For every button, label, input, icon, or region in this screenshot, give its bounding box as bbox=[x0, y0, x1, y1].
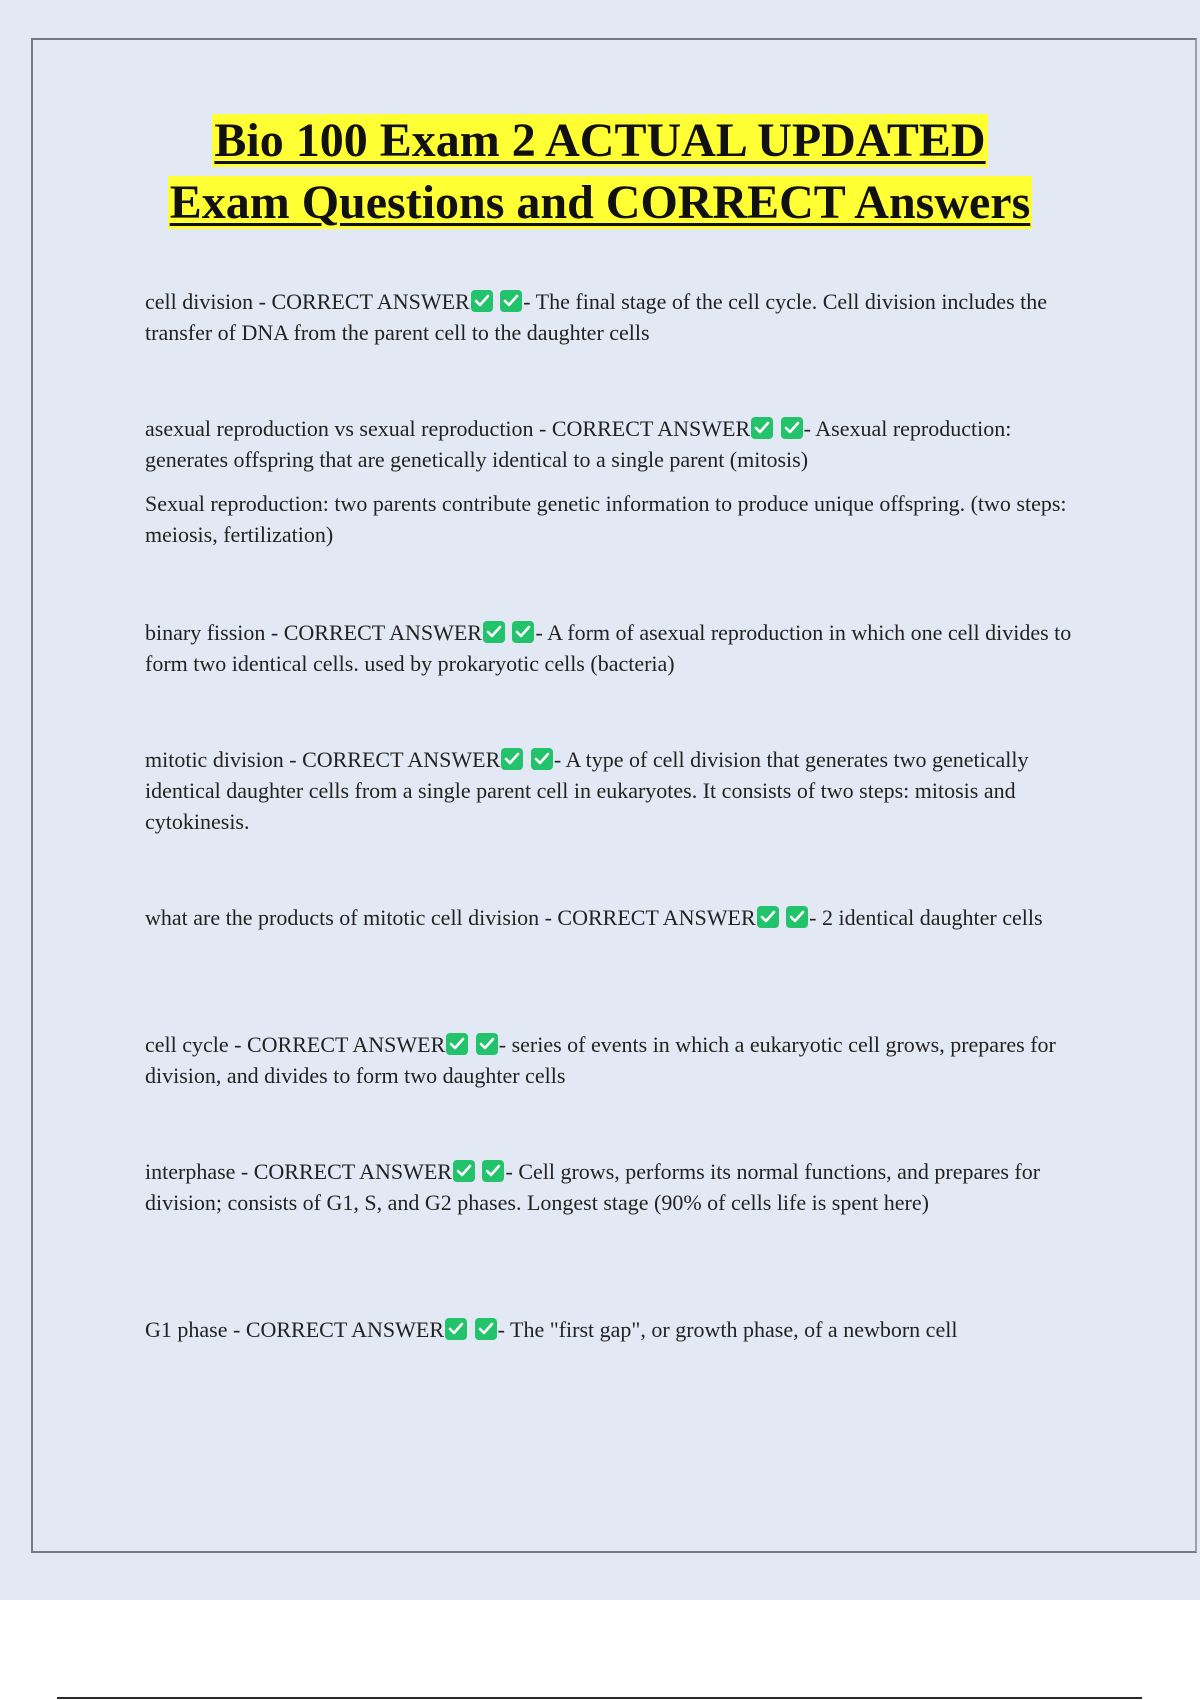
qa-marker: CORRECT ANSWER bbox=[283, 620, 482, 645]
footer-rule bbox=[57, 1697, 1142, 1699]
qa-entry-mitotic-division bbox=[145, 744, 1090, 837]
check-box-icon bbox=[445, 1318, 467, 1340]
check-box-icon bbox=[471, 290, 493, 312]
qa-paragraph: what are the products of mitotic cell division - CORRECT ANSWER - 2 identical daughter cells bbox=[145, 905, 1043, 930]
qa-entry-g1-phase bbox=[145, 1314, 1090, 1345]
check-box-icon bbox=[786, 906, 808, 928]
check-box-icon bbox=[781, 417, 803, 439]
qa-marker: CORRECT ANSWER bbox=[551, 416, 751, 441]
qa-paragraph-continued: Sexual reproduction: two parents contribute genetic information to produce unique offspring. (two steps: meiosis, fertilization) bbox=[145, 491, 1067, 547]
qa-paragraph: asexual reproduction vs sexual reproduction - CORRECT ANSWER - Asexual reproduction: generates offspring that are genetically identical to a single parent (mitosis) bbox=[145, 416, 1012, 472]
qa-paragraph: G1 phase - CORRECT ANSWER - The "first gap", or growth phase, of a newborn cell bbox=[145, 1317, 958, 1342]
qa-answer: Asexual reproduction: generates offspring that are genetically identical to a single parent (mitosis) bbox=[145, 416, 1012, 472]
qa-marker: CORRECT ANSWER bbox=[253, 1159, 452, 1184]
qa-marker: CORRECT ANSWER bbox=[557, 905, 756, 930]
qa-answer: Cell grows, performs its normal functions, and prepares for division; consists of G1, S, and G2 phases. Longest stage (90% of cells life is spent here) bbox=[145, 1159, 1041, 1215]
qa-term: interphase bbox=[145, 1159, 236, 1184]
qa-entry-asexual-vs-sexual-reproduction bbox=[145, 413, 1090, 550]
check-box-icon bbox=[757, 906, 779, 928]
qa-answer: series of events in which a eukaryotic cell grows, prepares for division, and divides to form two daughter cells bbox=[145, 1032, 1056, 1088]
qa-answer: A form of asexual reproduction in which one cell divides to form two identical cells. used by prokaryotic cells (bacteria) bbox=[145, 620, 1072, 676]
check-box-icon bbox=[475, 1318, 497, 1340]
qa-term: cell division bbox=[145, 289, 254, 314]
qa-entry-interphase bbox=[145, 1156, 1090, 1218]
check-box-icon bbox=[751, 417, 773, 439]
qa-entry-cell-cycle bbox=[145, 1029, 1090, 1091]
qa-paragraph: binary fission - CORRECT ANSWER - A form of asexual reproduction in which one cell divides to form two identical cells. used by prokaryotic cells (bacteria) bbox=[145, 620, 1072, 676]
check-box-icon bbox=[482, 1160, 504, 1182]
qa-marker: CORRECT ANSWER bbox=[247, 1032, 446, 1057]
qa-answer: The final stage of the cell cycle. Cell division includes the transfer of DNA from the parent cell to the daughter cells bbox=[145, 289, 1048, 345]
check-box-icon bbox=[476, 1033, 498, 1055]
qa-paragraph: interphase - CORRECT ANSWER - Cell grows, performs its normal functions, and prepares for division; consists of G1, S, and G2 phases. Longest stage (90% of cells life is spent here) bbox=[145, 1159, 1041, 1215]
check-box-icon bbox=[500, 290, 522, 312]
check-box-icon bbox=[501, 748, 523, 770]
qa-marker: CORRECT ANSWER bbox=[245, 1317, 445, 1342]
qa-entry-products-of-mitotic-division bbox=[145, 902, 1090, 933]
qa-marker: CORRECT ANSWER bbox=[271, 289, 470, 314]
title-line-2: Exam Questions and CORRECT Answers bbox=[169, 176, 1031, 229]
qa-entry-cell-division bbox=[145, 286, 1090, 348]
qa-marker: CORRECT ANSWER bbox=[302, 747, 501, 772]
qa-answer: The "first gap", or growth phase, of a newborn cell bbox=[510, 1317, 958, 1342]
qa-term: what are the products of mitotic cell division bbox=[145, 905, 540, 930]
qa-answer: A type of cell division that generates two genetically identical daughter cells from a single parent cell in eukaryotes. It consists of two steps: mitosis and cytokinesis. bbox=[145, 747, 1029, 834]
check-box-icon bbox=[531, 748, 553, 770]
qa-answer: 2 identical daughter cells bbox=[821, 905, 1043, 930]
check-box-icon bbox=[453, 1160, 475, 1182]
qa-term: mitotic division bbox=[145, 747, 284, 772]
qa-term: binary fission bbox=[145, 620, 266, 645]
check-box-icon bbox=[446, 1033, 468, 1055]
check-box-icon bbox=[512, 621, 534, 643]
qa-entry-binary-fission bbox=[145, 617, 1090, 679]
qa-term: cell cycle bbox=[145, 1032, 229, 1057]
document-title bbox=[0, 110, 1200, 234]
qa-term: asexual reproduction vs sexual reproduction bbox=[145, 416, 534, 441]
qa-term: G1 phase bbox=[145, 1317, 228, 1342]
check-box-icon bbox=[483, 621, 505, 643]
title-line-1: Bio 100 Exam 2 ACTUAL UPDATED bbox=[214, 114, 986, 167]
qa-paragraph: cell cycle - CORRECT ANSWER - series of events in which a eukaryotic cell grows, prepares for division, and divides to form two daughter cells bbox=[145, 1032, 1056, 1088]
qa-paragraph: cell division - CORRECT ANSWER - The final stage of the cell cycle. Cell division includes the transfer of DNA from the parent cell to the daughter cells bbox=[145, 289, 1048, 345]
qa-paragraph: mitotic division - CORRECT ANSWER - A type of cell division that generates two genetically identical daughter cells from a single parent cell in eukaryotes. It consists of two steps: mitosis and cytokinesis. bbox=[145, 747, 1029, 834]
